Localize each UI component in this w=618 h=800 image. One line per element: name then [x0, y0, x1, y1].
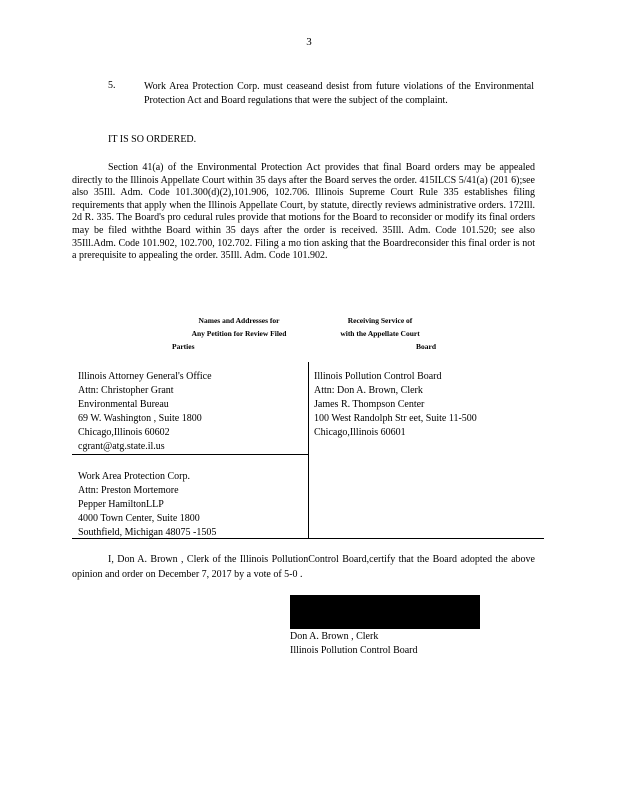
header-right-line: Board [415, 342, 436, 351]
address-line: Attn: Don A. Brown, Clerk [314, 385, 423, 396]
address-line: Illinois Pollution Control Board [314, 371, 442, 382]
so-ordered: IT IS SO ORDERED. [108, 134, 197, 145]
address-line: 4000 Town Center, Suite 1800 [78, 513, 200, 524]
address-line: Southfield, Michigan 48075 -1505 [78, 527, 217, 538]
header-right-line: Receiving Service of [347, 316, 413, 325]
address-line: Chicago,Illinois 60602 [78, 427, 170, 438]
header-left-line: Names and Addresses for [198, 316, 280, 325]
certification-text: I, Don A. Brown , Clerk of the Illinois PollutionControl Board,certify that the Board adopted the above opinion and order on December 7, 2017 by a vote of 5-0 . [72, 554, 535, 580]
header-left-line: Parties [172, 342, 195, 351]
header-right-line: with the Appellate Court [340, 329, 420, 338]
signer-title: Illinois Pollution Control Board [290, 645, 418, 656]
page-number: 3 [306, 36, 312, 48]
header-left-line: Any Petition for Review Filed [191, 329, 287, 338]
order-item-text: Work Area Protection Corp. must ceaseand desist from future violations of the Environmental Protection Act and Board regulations that were the subject of the complaint. [144, 81, 534, 106]
email-address: cgrant@atg.state.il.us [78, 441, 165, 452]
address-line: James R. Thompson Center [314, 399, 425, 410]
address-line: 100 West Randolph Str eet, Suite 11-500 [314, 413, 477, 424]
service-table [72, 314, 544, 540]
party-attorney-general [78, 370, 212, 454]
party-work-area-protection [78, 470, 216, 540]
signature-redaction [290, 595, 480, 629]
table-header-right [320, 314, 440, 353]
appeal-paragraph: Section 41(a) of the Environmental Protection Act provides that final Board orders may be appealed directly to the Illinois Appellate Court within 35 days after the Board serves the order. 415ILCS 5/41(a) (201 6);see also 35Ill. Adm. Code 101.300(d)(2),101.906, 102.706. Illinois Supreme Court Rule 335 establishes filing requirements that apply when the Illinois Appellate Court, by statute, directly reviews administrative orders. 172Ill. 2d R. 335. The Board's pro cedural rules provide that motions for the Board to reconsider or modify its final orders may be filed withthe Board within 35 days after the order is received. 35Ill. Adm. Code 101.520; see also 35Ill.Adm. Code 101.902, 102.700, 102.702. Filing a mo tion asking that the Boardreconsider this final order is not a prerequisite to appealing the order. 35Ill. Adm. Code 101.902. [72, 162, 535, 262]
board-address [314, 370, 477, 440]
address-line: Attn: Preston Mortemore [78, 485, 179, 496]
signer-name: Don A. Brown , Clerk [290, 631, 379, 642]
address-line: Attn: Christopher Grant [78, 385, 174, 396]
table-row-divider [72, 454, 308, 455]
address-line: Work Area Protection Corp. [78, 471, 190, 482]
address-line: Environmental Bureau [78, 399, 169, 410]
table-header-left [164, 314, 314, 353]
signature-block [290, 630, 418, 658]
table-vertical-divider [308, 362, 309, 538]
address-line: Illinois Attorney General's Office [78, 371, 212, 382]
address-line: Pepper HamiltonLLP [78, 499, 164, 510]
address-line: 69 W. Washington , Suite 1800 [78, 413, 202, 424]
order-item-number: 5. [108, 80, 116, 91]
address-line: Chicago,Illinois 60601 [314, 427, 406, 438]
